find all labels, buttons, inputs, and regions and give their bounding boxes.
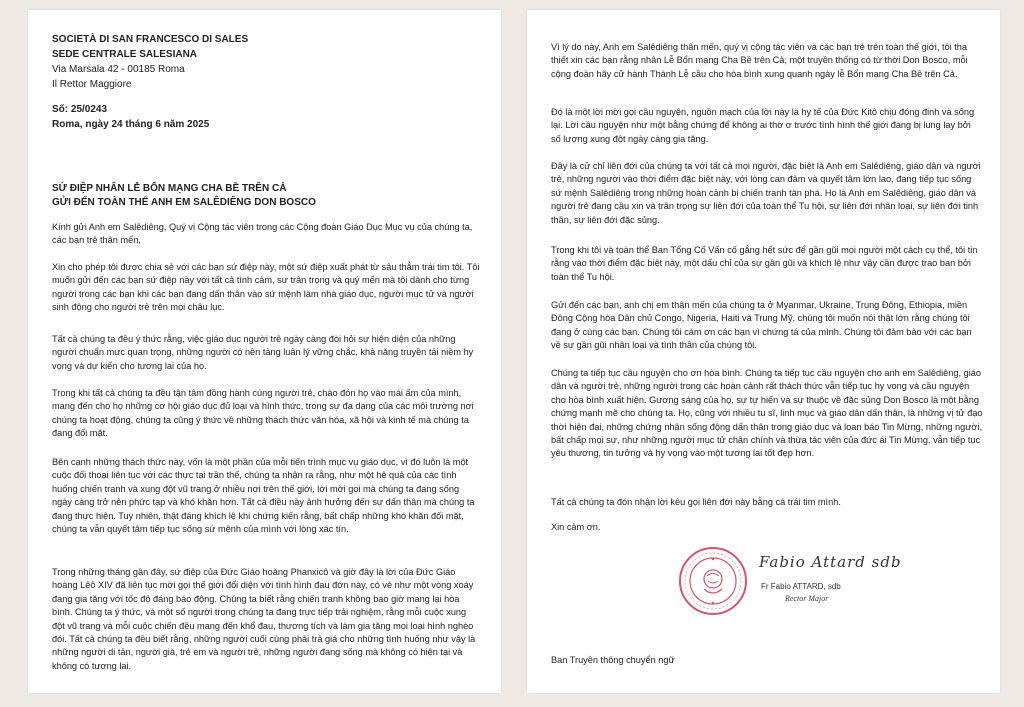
letter-date: Roma, ngày 24 tháng 6 năm 2025 — [52, 119, 210, 130]
letter-title — [52, 182, 316, 210]
paragraph: Gửi đến các bạn, anh chị em thân mến của chúng ta ở Myanmar, Ukraine, Trung Đông, Ethiopia, miền Đông Cộng hòa Dân chủ Congo, Nigeria, Haiti và Trung Mỹ, chúng tôi muốn nói thật lớn rằng chúng tôi đang ở cùng các bạn. Chúng tôi cám ơn các bạn vì chứng tá của mình. Chúng tôi đảm bảo với các bạn về sự gần gũi nhân loại và tình thần của chúng tôi. — [551, 300, 972, 351]
paragraph: Tất cả chúng ta đều ý thức rằng, việc giáo dục người trẻ ngày càng đòi hỏi sự hiện diện của những người chuẩn mực quan trọng, những người có nền tảng luân lý vững chắc, khả năng truyền tải niềm hy vọng và dự kiến cho tương lai của họ. — [52, 334, 474, 371]
paragraph: Bên cạnh những thách thức này, vốn là một phần của mỗi tiến trình mục vụ giáo dục, vì đó luôn là một cuộc đối thoại liên tục với các thực tại trần thế, chúng ta nhận ra rằng, như một hệ quả của các tình huống chiến tranh và xung đột vũ trang ở nhiều nơi trên thế giới, lời mời gọi mà chúng ta đang sống ngày càng trở nên phức tạp và khó khăn hơn. Tất cả điều này ảnh hưởng đến sự dấn thân mà chúng ta đang thực hiện. Tuy nhiên, thật đáng khích lệ khi chứng kiến rằng, bất chấp những khó khăn đối mặt, chúng ta vẫn quyết tâm tiếp tục sống sứ mệnh của mình với lòng xác tín. — [52, 457, 475, 535]
official-seal-icon — [677, 545, 749, 617]
letterhead — [52, 32, 248, 92]
paragraph: Tất cả chúng ta đón nhận lời kêu gọi liên đới này bằng cả trái tim mình. — [551, 497, 841, 507]
title-line-1: SỨ ĐIỆP NHÂN LỄ BỔN MẠNG CHA BỀ TRÊN CẢ — [52, 183, 287, 194]
paragraph: Trong những tháng gần đây, sứ điệp của Đức Giáo hoàng Phanxicô và giờ đây là lời của Đức Giáo hoàng Lêô XIV đã liên tục mời gọi thế giới đối diện với tình hình đau đớn này, có vẻ như một vòng xoáy đang gia tăng với tốc độ đáng báo động. Chúng ta biết rằng chiến tranh không bao giờ mang lại hòa bình. Chúng ta ý thức, và một số người trong chúng ta đang trực tiếp trải nghiệm, rằng mỗi cuộc xung đột vũ trang và mỗi cuộc chiến đều mang đến khổ đau, thương tích và làm gia tăng mọi loại hình nghèo đói. Tất cả chúng ta đều biết rằng, những người cuối cùng phải trả giá cho những tình huống như vậy là những người di tản, người già, trẻ em và người trẻ, những người đang sống mà không có hiện tại và không có tương lai. — [52, 567, 476, 671]
translator-note: Ban Truyền thông chuyển ngữ — [551, 655, 675, 665]
letter-page-2 — [527, 10, 1000, 693]
signatory-role: Rector Major — [785, 594, 829, 603]
org-address: Via Marsala 42 - 00185 Roma — [52, 64, 185, 75]
paragraph: Trong khi tất cả chúng ta đều tận tâm đồng hành cùng người trẻ, chào đón họ vào mái ấm của mình, mang đến cho họ những cơ hội giáo dục đủ loại và hình thức, trong sự đa dạng của các môi trường nơi chúng ta hoạt động, chúng ta cũng ý thức về những thách thức văn hóa, xã hội và kinh tế mà chúng ta đang đối mặt. — [52, 388, 474, 439]
org-name: SOCIETÀ DI SAN FRANCESCO DI SALES — [52, 34, 249, 45]
handwritten-signature: Fabio Attard sdb — [759, 553, 902, 571]
paragraph: Chúng ta tiếp tục cầu nguyện cho ơn hòa bình. Chúng ta tiếp tục cầu nguyện cho anh em Salêdiêng, giáo dân và người trẻ, những người trong các hoàn cảnh rất thách thức vẫn tiếp tục hy vọng và cầu nguyện cho hòa bình xuất hiện. Gương sáng của họ, sự tự hiến và sự thuộc về đặc sủng Don Bosco là một bằng chứng mạnh mẽ cho chúng ta. Họ, cũng với nhiều tu sĩ, linh mục và giáo dân dấn thân, là những vị tử đạo thời hiện đại, những chứng nhân sống động dấn thân trong giáo dục và loan báo Tin Mừng, những người, bất chấp mọi sự, như những người mục tử chân chính và thừa tác viên của đức ái Tin Mừng, vẫn tiếp tục yêu thương, tin tưởng và hy vọng vào một tương lai tốt đẹp hơn. — [551, 368, 983, 459]
org-seat: SEDE CENTRALE SALESIANA — [52, 49, 198, 60]
signatory-name: Fr Fabio ATTARD, sdb — [761, 582, 841, 591]
paragraph: Đây là cử chỉ liên đới của chúng ta với tất cả mọi người, đặc biệt là Anh em Salêdiêng, giáo dân và người trẻ, những người vào thời điểm đặc biệt này, với lòng can đảm và quyết tâm lớn lao, đang tiếp tục sống sứ mệnh Salêdiêng trong những hoàn cảnh bị chiến tranh tàn phá. Họ là Anh em Salêdiêng, giáo dân và người trẻ đang cầu xin và trân trọng sự liên đới của toàn thể Tu hội, sự liên đới nhân loại, sự liên đới tinh thần, sự liên đới đặc sủng. — [551, 161, 981, 225]
title-line-2: GỬI ĐẾN TOÀN THỂ ANH EM SALÊDIÊNG DON BOSCO — [52, 197, 316, 208]
paragraph: Trong khi tôi và toàn thể Ban Tổng Cố Vấn cố gắng hết sức để gần gũi mọi người một cách cụ thể, tôi tin rằng vào thời điểm đặc biệt này, một dấu chỉ của sự gần gũi và khích lệ như vậy cần được trao ban bởi toàn thể Tu hội. — [551, 245, 978, 282]
reference-number: Số: 25/0243 — [52, 104, 108, 115]
paragraph: Kính gửi Anh em Salêdiêng, Quý vị Cộng tác viên trong các Cộng đoàn Giáo Dục Mục vụ của chúng ta, các bạn trẻ thân mến, — [52, 222, 473, 246]
reference-block — [52, 102, 209, 132]
org-office: Il Rettor Maggiore — [52, 79, 132, 90]
paragraph: Xin cho phép tôi được chia sẻ với các bạn sứ điệp này, một sứ điệp xuất phát từ sâu thẳm trái tim tôi. Tôi muốn gửi đến các bạn sứ điệp này với tất cả tình cảm, sự trân trọng và quý mến mà tôi dành cho từng người trong các bạn khi các bạn đang dấn thân vào sứ mệnh làm nhà giáo dục, người mục tử và người sinh động cho người trẻ trên mọi châu lục. — [52, 262, 480, 313]
paragraph: Vì lý do này, Anh em Salêdiêng thân mến, quý vị cộng tác viên và các bạn trẻ trên toàn thế giới, tôi tha thiết xin các bạn rằng nhân Lễ Bổn mạng Cha Bề trên Cả, một truyền thống có từ thời Don Bosco, mỗi cộng đoàn hãy cử hành Thánh Lễ cầu cho hòa bình xung quanh ngày lễ Bổn mạng Cha Bề trên Cả. — [551, 42, 968, 79]
letter-page-1 — [28, 10, 501, 693]
paragraph: Xin cảm ơn. — [551, 522, 601, 532]
paragraph: Đó là một lời mời gọi cầu nguyện, nguồn mạch của lời này là hy tế của Đức Kitô chịu đóng đinh và sống lại. Lời cầu nguyện như một bằng chứng để không ai thờ ơ trước tình hình thế giới đang bị lung lay bởi số lượng xung đột ngày càng gia tăng. — [551, 107, 975, 144]
signature-block — [677, 545, 977, 625]
